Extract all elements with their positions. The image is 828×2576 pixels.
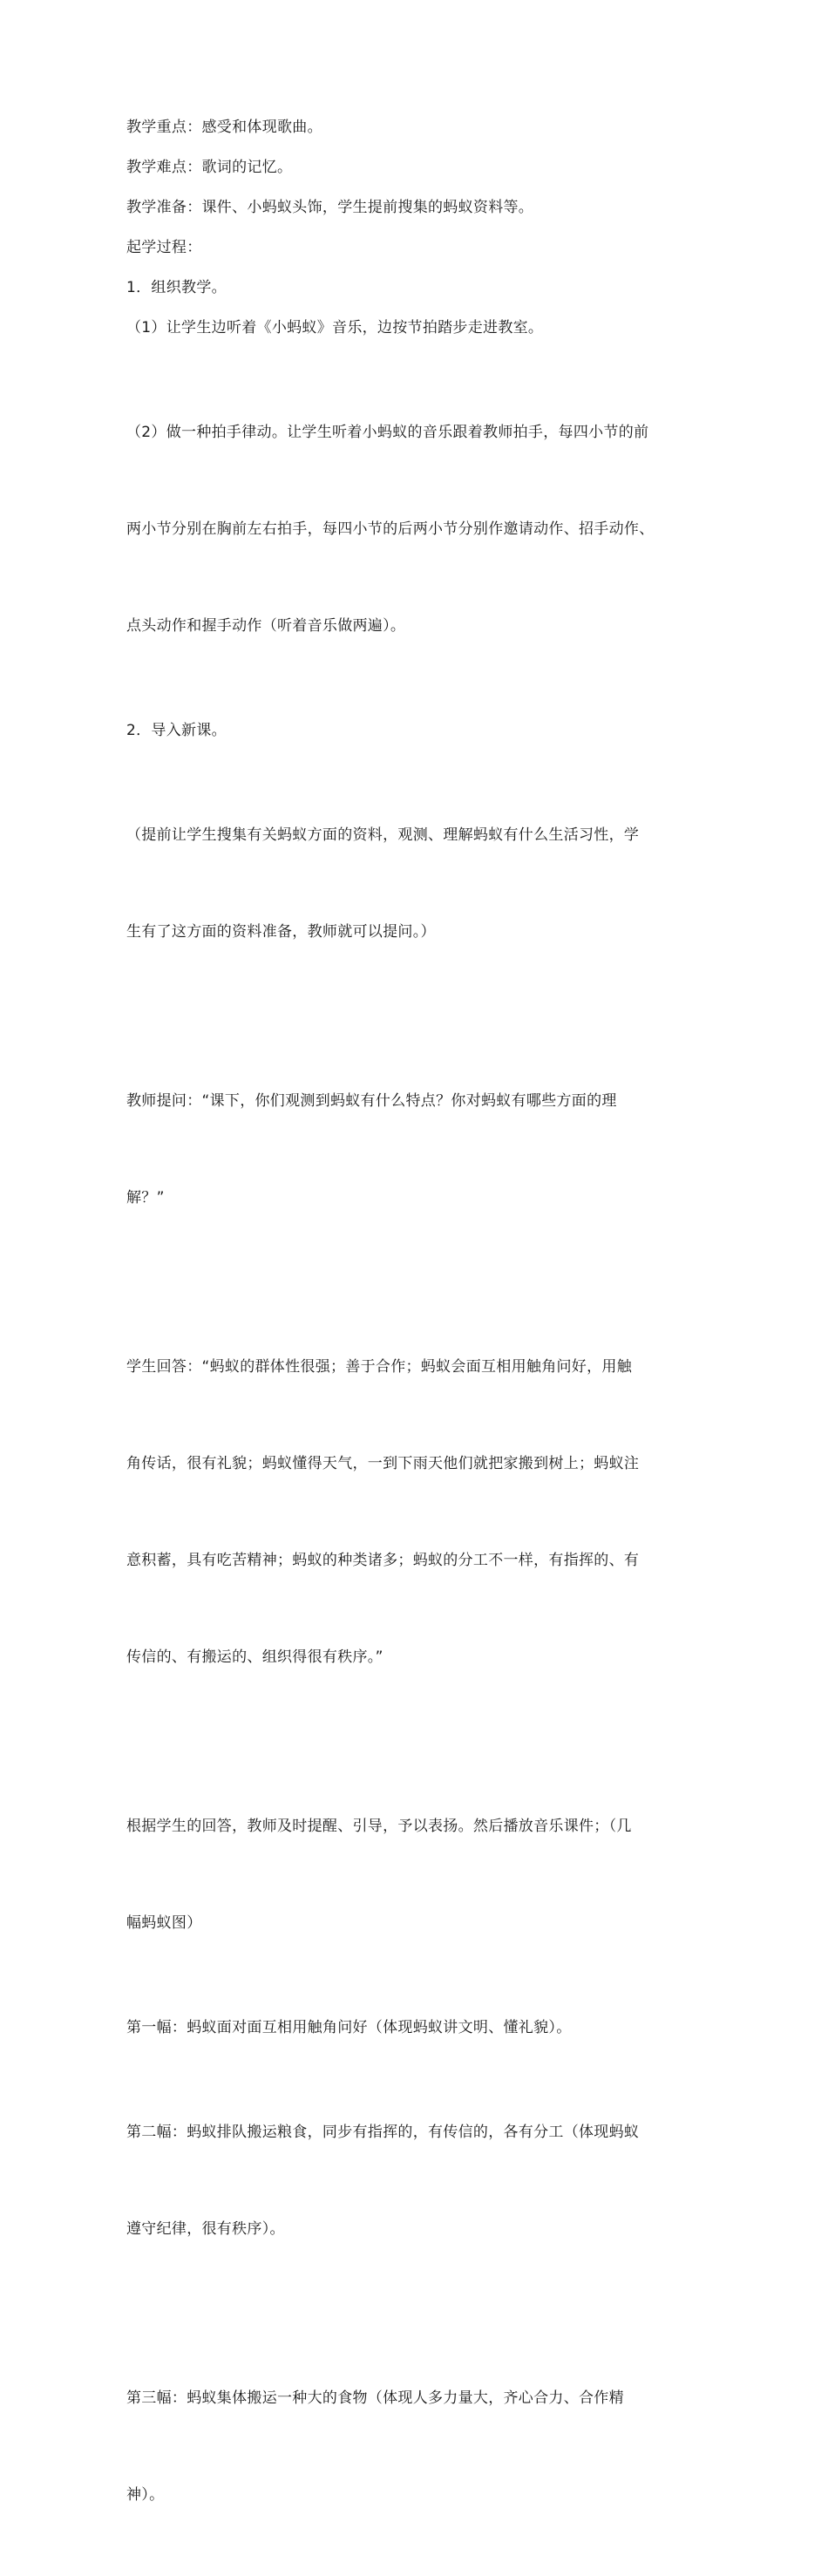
paragraph-difficulty: 教学难点：歌词的记忆。: [126, 159, 293, 176]
paragraph-picture-3: 第三幅：蚂蚁集体搬运一种大的食物（体现人多力量大，齐心合力、合作精 神）。: [126, 2389, 624, 2504]
document-body: [126, 112, 706, 2576]
paragraph-teacher-response: 根据学生的回答，教师及时提醒、引导，予以表扬。然后播放音乐课件；（几 幅蚂蚁图）: [126, 1818, 632, 1932]
paragraph-step-1-1: （1）让学生边听着《小蚂蚁》音乐，边按节拍踏步走进教室。: [126, 319, 544, 336]
paragraph-student-answer: 学生回答：“蚂蚁的群体性很强；善于合作；蚂蚁会面互相用触角问好，用触 角传话，很有礼貌；蚂蚁懂得天气，一到下雨天他们就把家搬到树上；蚂蚁注 意积蓄，具有吃苦精神；蚂蚁的种类诸多；蚂蚁的分工不一样，有指挥的、有 传信的、有搬运的、组织得很有秩序。”: [126, 1358, 640, 1666]
paragraph-key-point: 教学重点：感受和体现歌曲。: [126, 119, 322, 136]
paragraph-step-1: 1．组织教学。: [126, 279, 227, 296]
paragraph-step-1-2: （2）做一种拍手律动。让学生听着小蚂蚁的音乐跟着教师拍手，每四小节的前 两小节分别在胸前左右拍手，每四小节的后两小节分别作邀请动作、招手动作、 点头动作和握手动作（听着音乐做两遍）。: [126, 424, 655, 635]
paragraph-process-heading: 起学过程：: [126, 239, 202, 256]
paragraph-picture-1: 第一幅：蚂蚁面对面互相用触角问好（体现蚂蚁讲文明、懂礼貌）。: [126, 2019, 572, 2036]
paragraph-step-2: 2．导入新课。: [126, 722, 227, 739]
paragraph-picture-2: 第二幅：蚂蚁排队搬运粮食，同步有指挥的，有传信的，各有分工（体现蚂蚁 遵守纪律，很有秩序）。: [126, 2124, 640, 2238]
paragraph-teacher-question: 教师提问：“课下，你们观测到蚂蚁有什么特点？你对蚂蚁有哪些方面的理 解？”: [126, 1092, 617, 1206]
paragraph-preparation: 教学准备：课件、小蚂蚁头饰，学生提前搜集的蚂蚁资料等。: [126, 199, 534, 216]
paragraph-step-2-note: （提前让学生搜集有关蚂蚁方面的资料，观测、理解蚂蚁有什么生活习性，学 生有了这方面的资料准备，教师就可以提问。）: [126, 826, 640, 941]
